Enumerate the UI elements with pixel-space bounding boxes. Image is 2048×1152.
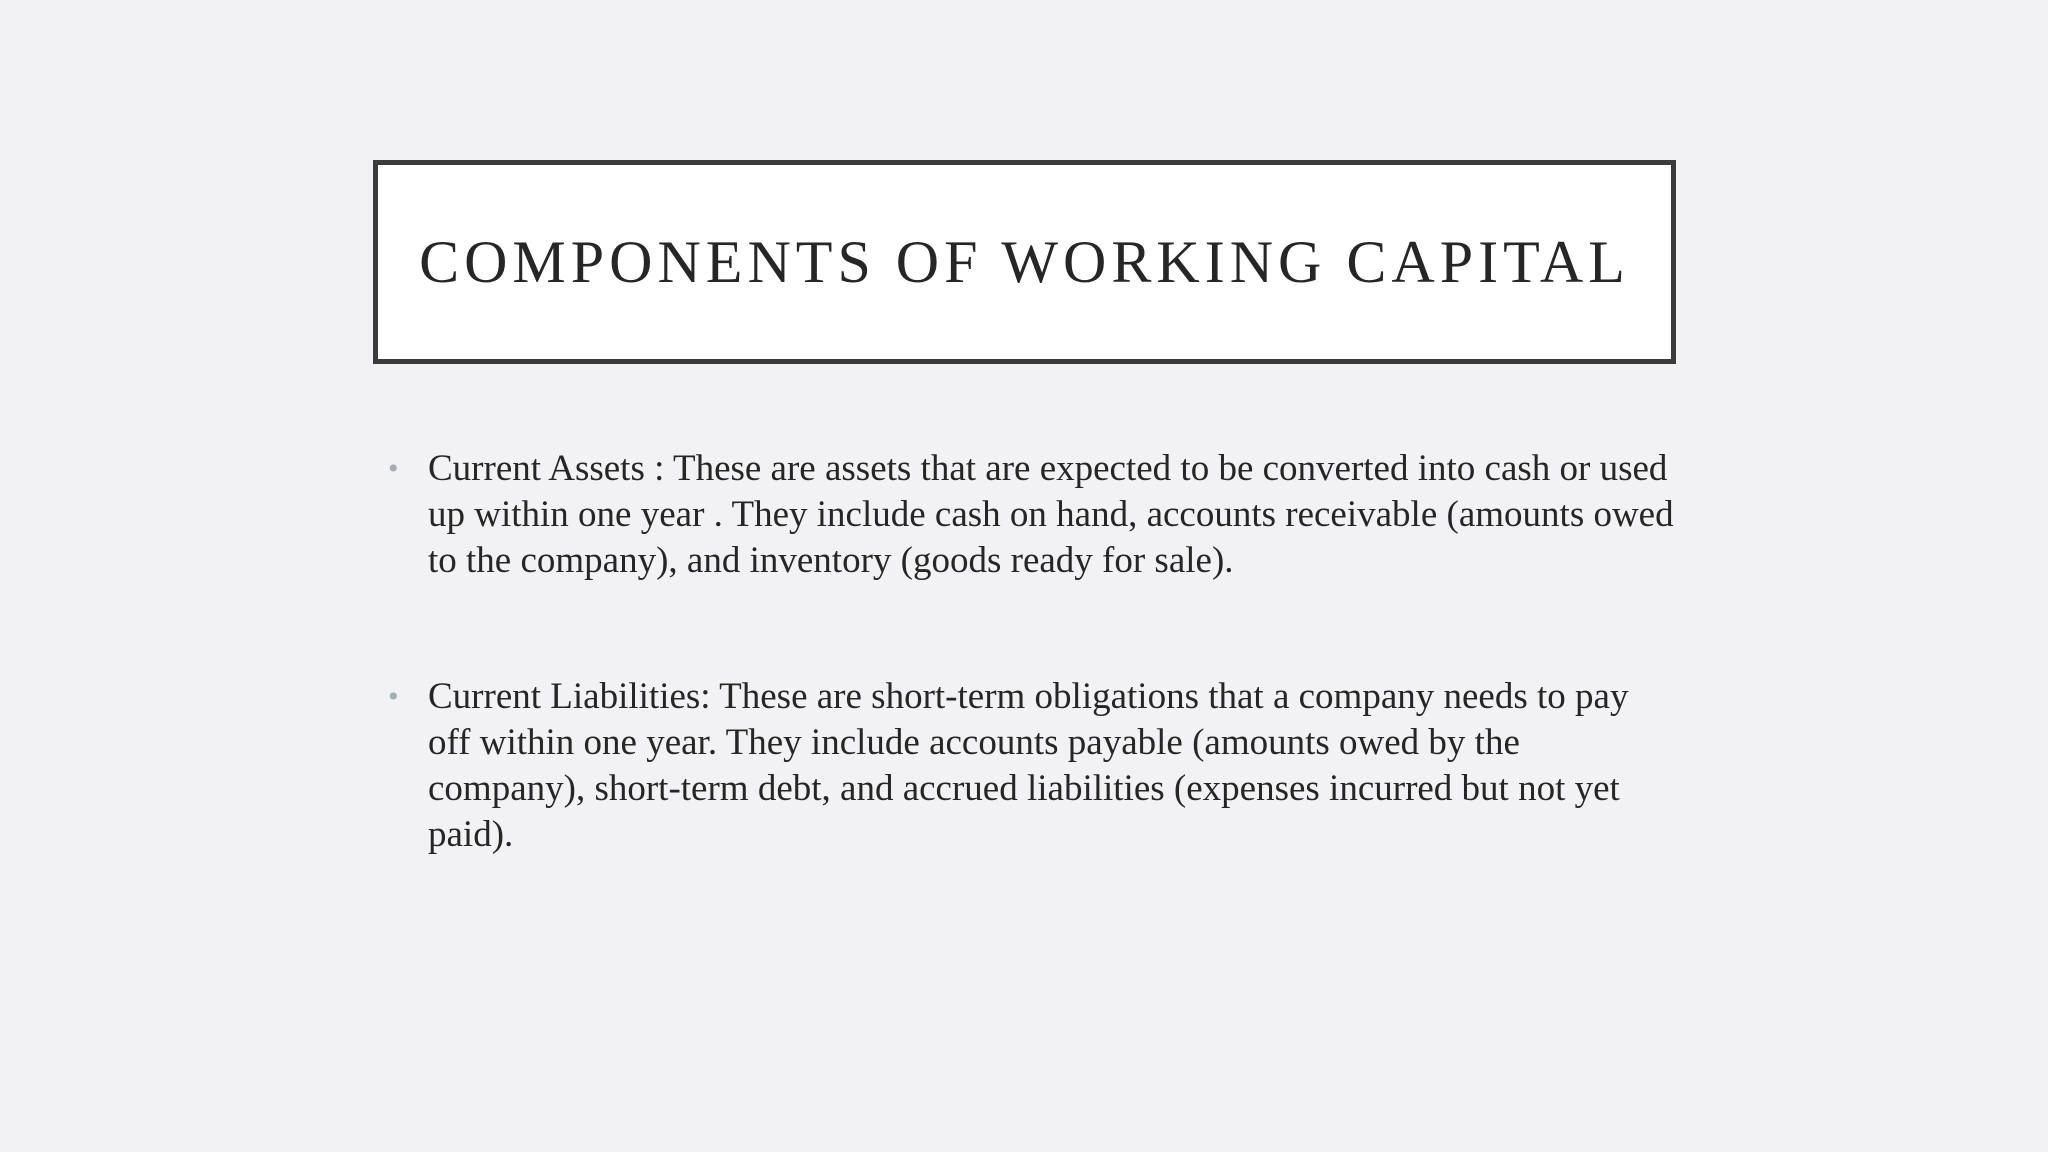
bullet-item-current-liabilities: [388, 674, 1678, 858]
bullet-text: Current Assets : These are assets that are expected to be converted into cash or used up within one year . They include cash on hand, accounts receivable (amounts owed to the company), and inventory (goods ready for sale).: [428, 448, 1674, 581]
bullet-marker: •: [388, 452, 399, 485]
title-box: [373, 160, 1676, 364]
bullet-text: Current Liabilities: These are short-term obligations that a company needs to pay off within one year. They include accounts payable (amounts owed by the company), short-term debt, and accrued liabilities (expenses incurred but not yet paid).: [428, 676, 1629, 855]
slide-title: COMPONENTS OF WORKING CAPITAL: [419, 228, 1630, 295]
bullet-item-current-assets: [388, 446, 1678, 584]
bullet-marker: •: [388, 680, 399, 713]
bullet-list: [388, 446, 1678, 858]
